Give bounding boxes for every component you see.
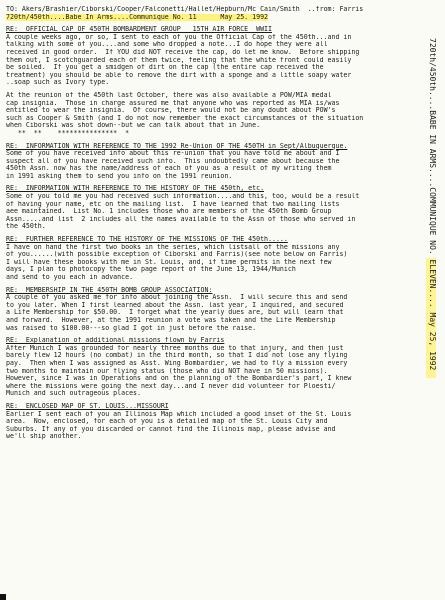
section-1 [6,92,406,138]
section-line: 450th Assn. now has the name/address of each of you as a result of my writing them [6,165,332,173]
section-3 [6,185,406,231]
section-line: I have on hand the first two books in the series, which listsall of the missions any [6,243,340,251]
communique-highlight: 720th/450th....Babe In Arms....Communique No. 11 May 25. 1992 [6,13,269,21]
section-line: I will have these books with me in St. Louis, and, if time permits in the next few [6,258,332,266]
section-line: pay. Then when I was assigned as Asst. Wing Bombardier, we had to fly a mission every [6,359,348,367]
section-line: and forward. However, at the 1991 reunion a vote was taken and the Life Membership [6,316,336,324]
section-line: days, I plan to photocopy the two page report of the June 13, 1944/Munich [6,266,296,274]
section-line: Some of you have received info about this re-union that you have told me about and I [6,150,340,158]
page-corner-mark [0,594,6,600]
section-body [6,150,406,180]
section-line: of having your name, etc on the mailing list. I have learned that two mailing lists [6,200,340,208]
section-5 [6,287,406,333]
section-line: aee maintained. List No. 1 includes those who are members of the 450th Bomb Group [6,208,332,216]
section-line: where the missions were going the next day...and I never did volunteer for Ploesti/ [6,382,336,390]
divider-stars: ** ** *************** * [6,129,130,137]
section-line: when Ciborski was shot down--but we can talk about that in June. [6,122,261,130]
section-line: entitled to wear the insignia. Of course, there would not be any doubt about POW's [6,107,336,115]
section-title: RE: OFFICIAL CAP OF 450TH BOMBARDMENT GROUP 15TH AIR FORCE WWII [6,26,272,34]
section-line: a Life Membership for $50.00. I forget what the yearly dues are, but will learn that [6,309,344,317]
section-title: RE: Explanation of additional missions flown by Farris [6,337,225,345]
section-title: RE: MEMBERSHIP IN THE 450TH BOMB GROUP ASSOCIATION: [6,286,213,294]
section-line: suspect all of you have received such info. This undoubtedly came about because the [6,157,340,165]
section-6 [6,337,406,398]
section-line: Assn.....and list 2 includes all the names available to the Assn of those who served in [6,215,356,223]
section-body [6,294,406,332]
section-body [6,411,406,441]
section-line: be soiled. If you get a smidgen of dirt on the cap (the entire cap received the [6,64,324,72]
section-line: them out, I scotchguarded each of them twice, feeling that the white front could easily [6,56,352,64]
section-line: Earlier I sent each of you an Illinois Map which included a good inset of the St. Louis [6,410,352,418]
section-title: RE: ENCLOSED MAP OF ST. LOUIS...MISSOURI [6,402,169,410]
section-line: area. Now, enclosed, for each of you is a detailed map of the St. Louis City and [6,418,328,426]
section-line: talking with some of you....and some who dropped a note...I do hope they were all [6,41,328,49]
section-line: treatment) you should be able to remove the dirt with a sponge and a little soapy water [6,71,352,79]
section-line: Some of you told me you had received such information....and this, too, would be a result [6,193,360,201]
sections-container [6,26,406,441]
section-title: RE: INFORMATION WITH REFERENCE TO THE 1992 Re-Union OF THE 450TH in Sept/Albuquerque. [6,142,348,150]
section-title: RE: INFORMATION WITH REFERENCE TO THE HISTORY OF THE 450th, etc. [6,185,265,193]
section-0 [6,26,406,87]
section-line: in 1991 asking them to send you info on the 1991 reunion. [6,172,233,180]
section-4 [6,236,406,282]
side-note-text: 720th/450th....BABE IN ARMS....COMMUNIQUE NO. ELEVEN.... May 25, 1992 [428,38,437,371]
recipients-line: TO: Akers/Brashier/Ciborski/Cooper/Falconetti/Hallet/Hepburn/Mc Cain/Smith ..from: Farris [6,6,364,13]
section-line: was raised to $100.00---so glad I got in just before the raise. [6,324,257,332]
section-line: barely flew 12 hours (no combat) in the third month, so that I did not lose any flying [6,352,348,360]
section-body [6,92,406,130]
section-line: A couple of you asked me for info about joining the Assn. I will secure this and send [6,294,348,302]
section-body [6,34,406,87]
side-note [423,38,441,578]
section-line: Suburbs. If any of you discarded or cannot find the Illinois map, please advise and [6,425,336,433]
section-line: to you later. When I first learned about the Assn. last year, I inquired, and secured [6,301,344,309]
section-line: cap insignia. Those in charge assured me that anyone who was reported as MIA is/was [6,99,340,107]
section-line: A couple weeks ago, or so, I sent to each of you the Official Cap of the 450th...and in [6,33,352,41]
section-title: RE: FURTHER REFERENCE TO THE HISTORY OF THE MISSIONS OF THE 450th..... [6,236,288,244]
section-7 [6,403,406,441]
section-line: At the reunion of the 450th last October, there was also available a POW/MIA medal [6,91,332,99]
section-line: received in good order. If YOU did NOT receive the cap, do let me know. Before shipping [6,48,360,56]
section-body [6,193,406,231]
section-body [6,244,406,282]
section-line: two months to maintain our flying status (those who did NOT have in 50 missions). [6,367,328,375]
section-line: such as Cooper & Smith (and I do not now remember the exact circumstances of the situation [6,114,364,122]
section-line: we'll ship another. [6,433,82,441]
section-line: After Munich I was grounded for nearly three months due to that injury, and then just [6,344,344,352]
section-line: However, since I was in Operations and on the planning of the Bombardier's part, I knew [6,375,352,383]
section-line: the 450th. [6,223,46,231]
section-line: Munich and such outrageous places. [6,390,141,398]
section-line: ..soap such as Ivory type. [6,79,110,87]
section-body [6,345,406,398]
letter-header [6,6,406,21]
communique-line [6,14,406,22]
letter-page [6,6,406,441]
section-line: of you......(with possible exception of Ciborski and Farris)(see note below on Farris) [6,251,348,259]
section-line: and send to you each in advance. [6,274,134,281]
section-2 [6,143,406,181]
